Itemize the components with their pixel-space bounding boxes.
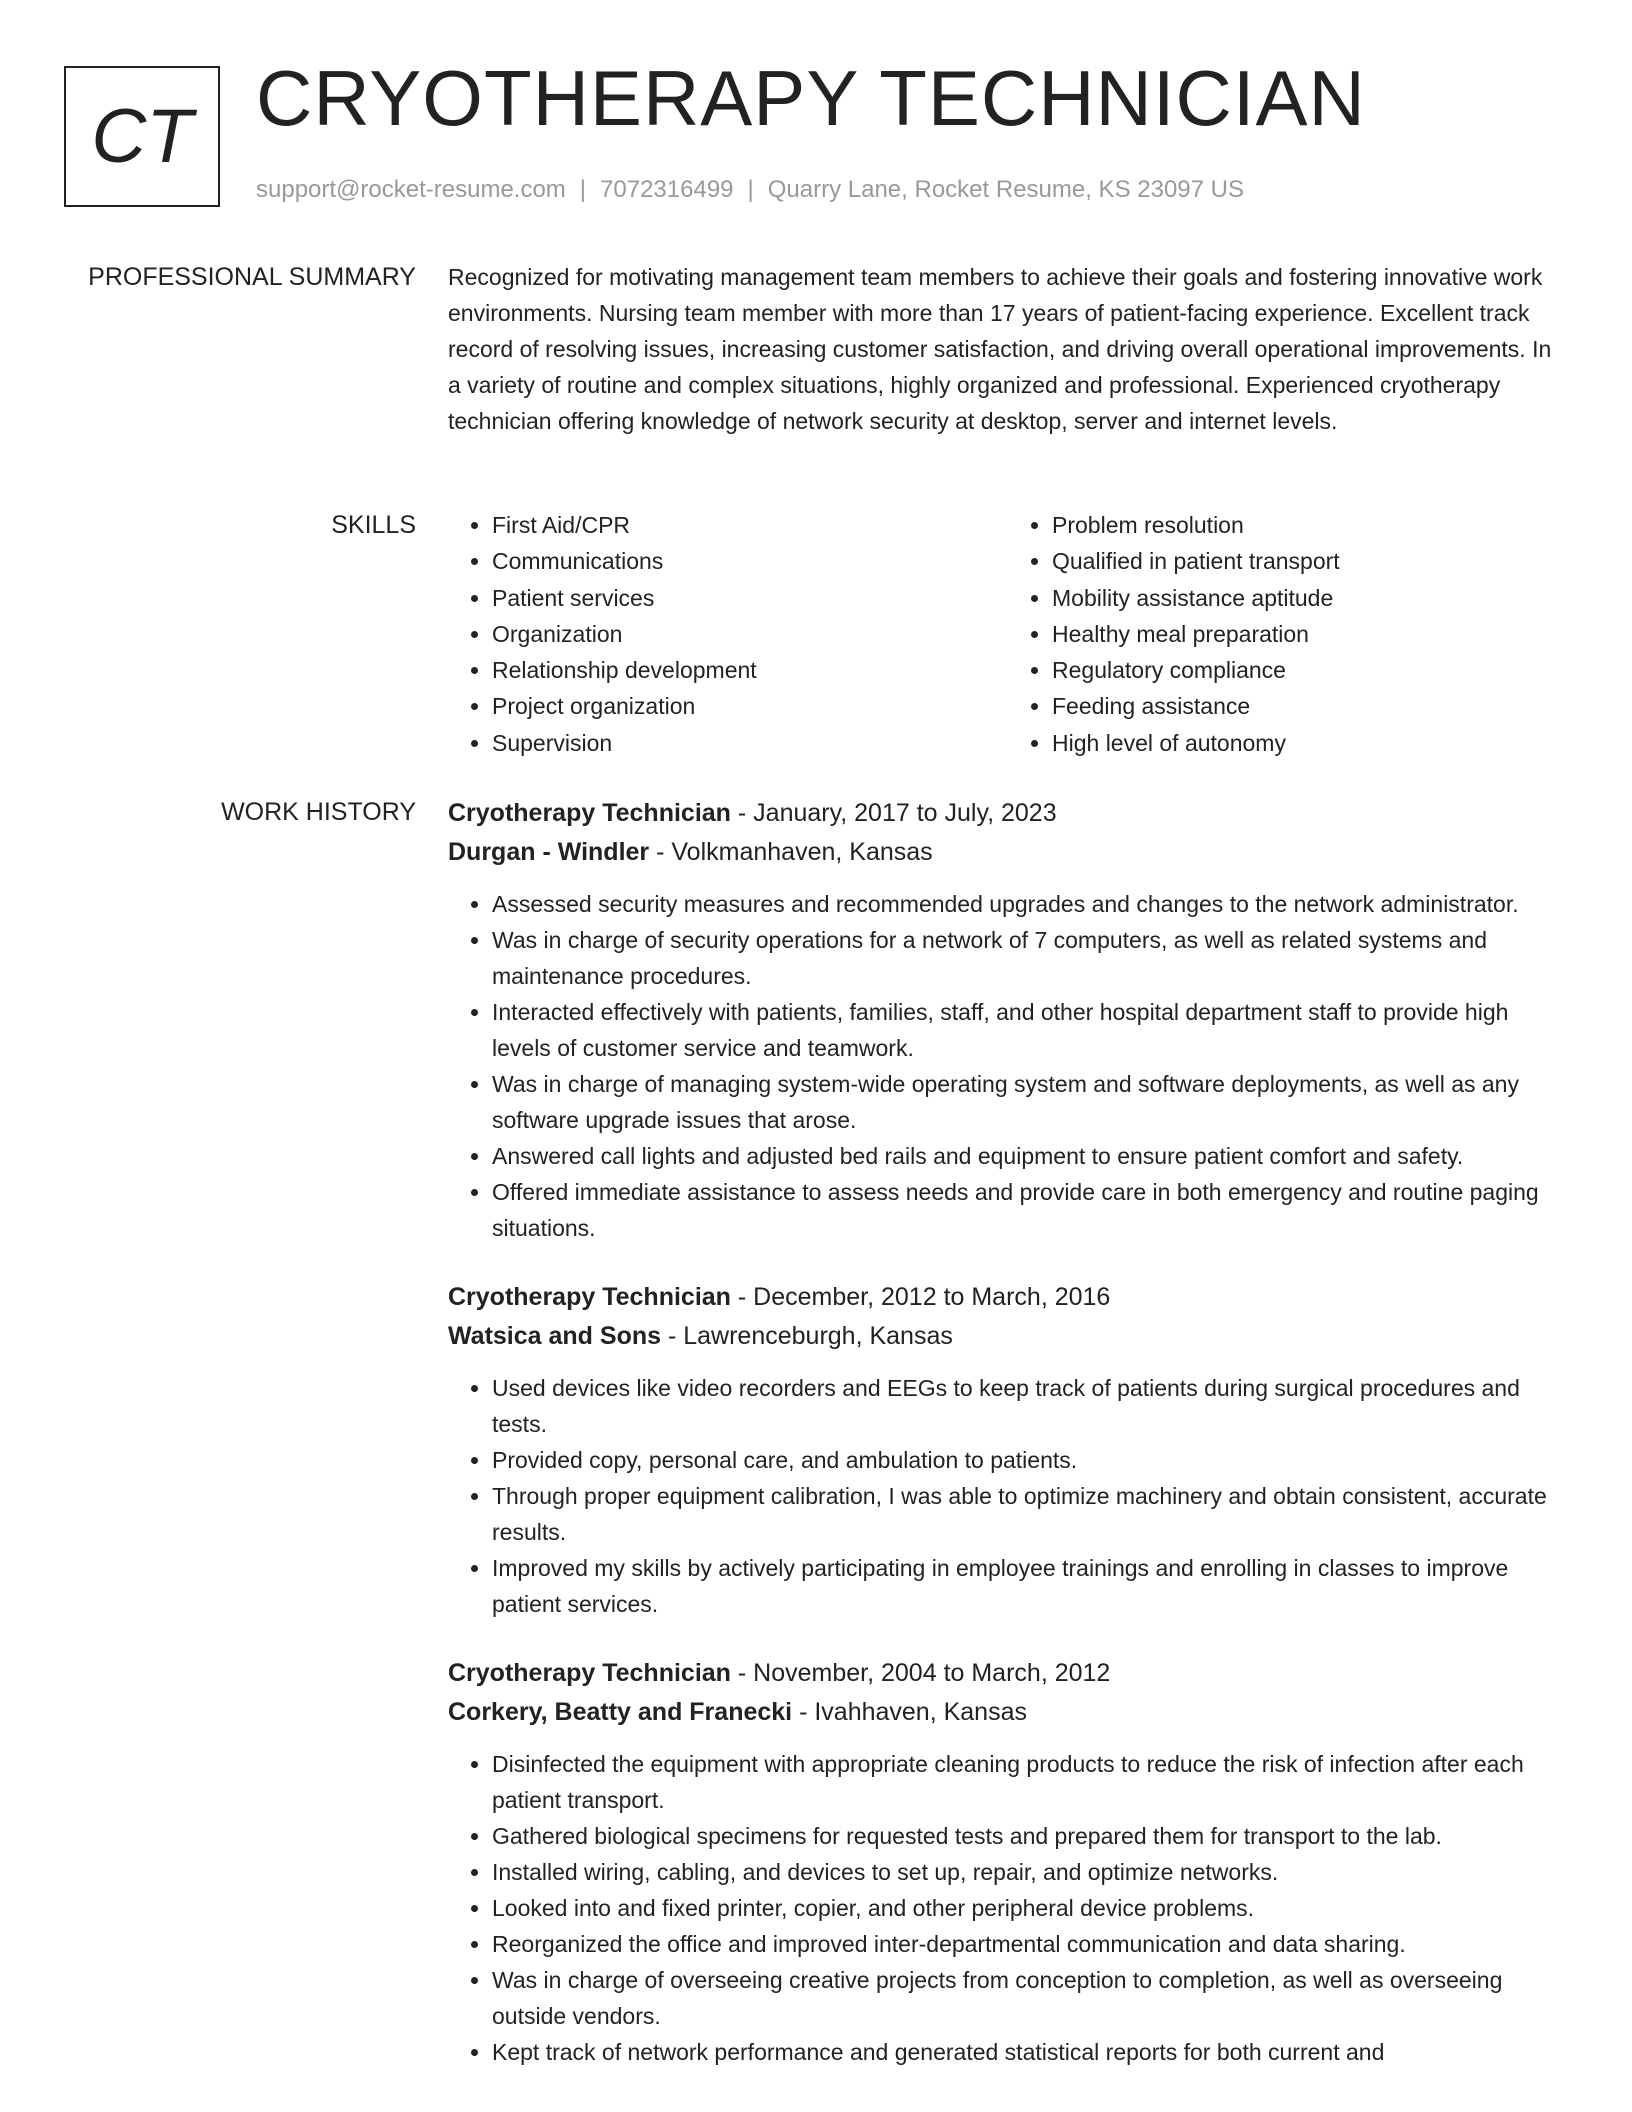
job-bullet: • Improved my skills by actively participating in employee trainings and enrolling in classes to improve patient services. (492, 1550, 1568, 1622)
job-bullet: • Offered immediate assistance to assess needs and provide care in both emergency and routine paging situations. (492, 1174, 1568, 1246)
contact-line (256, 176, 1244, 204)
skill-item: • Regulatory compliance (1052, 652, 1568, 688)
job-title: Cryotherapy Technician (448, 1283, 731, 1311)
job-dates: - December, 2012 to March, 2016 (730, 1283, 1111, 1311)
job-bullet: • Looked into and fixed printer, copier, and other peripheral device problems. (492, 1890, 1568, 1926)
job-location: - Lawrenceburgh, Kansas (661, 1322, 953, 1350)
skills-list-left (448, 507, 1008, 761)
job-bullet: • Was in charge of managing system-wide operating system and software deployments, as well as any software upgrade issues that arose. (492, 1066, 1568, 1138)
job-company: Durgan - Windler (448, 838, 650, 866)
skill-item: • Mobility assistance aptitude (1052, 580, 1568, 616)
skill-item: • Supervision (492, 725, 1008, 761)
skill-item: • Healthy meal preparation (1052, 616, 1568, 652)
skill-item: • Project organization (492, 688, 1008, 724)
skill-item: • First Aid/CPR (492, 507, 1008, 543)
skill-item: • Problem resolution (1052, 507, 1568, 543)
contact-address: Quarry Lane, Rocket Resume, KS 23097 US (767, 176, 1244, 203)
monogram: CT (64, 66, 220, 207)
skill-item: • Organization (492, 616, 1008, 652)
job-bullet: • Installed wiring, cabling, and devices to set up, repair, and optimize networks. (492, 1854, 1568, 1890)
summary-text: Recognized for motivating management team members to achieve their goals and fostering innovative work environments. Nursing team member with more than 17 years of patient-facing experience. Excellent track record of resolving issues, increasing customer satisfaction, and driving overall operational improvements. In a variety of routine and complex situations, highly organized and professional. Experienced cryotherapy technician offering knowledge of network security at desktop, server and internet levels. (448, 264, 1552, 434)
job-bullet: • Reorganized the office and improved inter-departmental communication and data sharing. (492, 1926, 1568, 1962)
job-title: Cryotherapy Technician (448, 1659, 731, 1687)
job-entry (448, 794, 1568, 1246)
job-company: Corkery, Beatty and Franecki (448, 1698, 793, 1726)
summary-body (448, 259, 1568, 439)
job-bullet: • Gathered biological specimens for requested tests and prepared them for transport to the lab. (492, 1818, 1568, 1854)
contact-separator: | (579, 176, 587, 203)
job-bullet: • Disinfected the equipment with appropriate cleaning products to reduce the risk of infection after each patient transport. (492, 1746, 1568, 1818)
job-location: - Volkmanhaven, Kansas (649, 838, 933, 866)
skill-item: • Feeding assistance (1052, 688, 1568, 724)
job-bullet: • Was in charge of security operations for a network of 7 computers, as well as related systems and maintenance procedures. (492, 922, 1568, 994)
job-bullet-list (448, 1370, 1568, 1622)
job-location: - Ivahhaven, Kansas (792, 1698, 1027, 1726)
job-bullet: • Through proper equipment calibration, I was able to optimize machinery and obtain consistent, accurate results. (492, 1478, 1568, 1550)
resume-name-title: CRYOTHERAPY TECHNICIAN (256, 54, 1366, 142)
job-dates: - November, 2004 to March, 2012 (730, 1659, 1111, 1687)
job-title-line (448, 1278, 1568, 1317)
skill-item: • Relationship development (492, 652, 1008, 688)
skill-item: • Qualified in patient transport (1052, 543, 1568, 579)
job-company-line (448, 1693, 1568, 1732)
contact-phone: 7072316499 (600, 176, 734, 203)
job-dates: - January, 2017 to July, 2023 (730, 799, 1057, 827)
skill-item: • High level of autonomy (1052, 725, 1568, 761)
job-bullet: • Kept track of network performance and generated statistical reports for both current and (492, 2034, 1568, 2070)
job-company: Watsica and Sons (448, 1322, 662, 1350)
job-bullet: • Provided copy, personal care, and ambulation to patients. (492, 1442, 1568, 1478)
job-entry (448, 1654, 1568, 2070)
contact-separator: | (747, 176, 754, 203)
contact-email: support@rocket-resume.com (256, 176, 566, 203)
job-title-line (448, 1654, 1568, 1693)
work-history-heading: WORK HISTORY (221, 798, 416, 826)
summary-heading: PROFESSIONAL SUMMARY (88, 263, 416, 291)
job-title-line (448, 794, 1568, 833)
skill-item: • Patient services (492, 580, 1008, 616)
job-bullet-list (448, 886, 1568, 1246)
skills-list-right (1008, 507, 1568, 761)
job-bullet: • Assessed security measures and recommended upgrades and changes to the network administrator. (492, 886, 1568, 922)
skills-heading: SKILLS (331, 511, 416, 539)
job-company-line (448, 1317, 1568, 1356)
work-history-body (448, 794, 1568, 2102)
job-bullet: • Used devices like video recorders and EEGs to keep track of patients during surgical procedures and tests. (492, 1370, 1568, 1442)
job-bullet: • Interacted effectively with patients, families, staff, and other hospital department staff to provide high levels of customer service and teamwork. (492, 994, 1568, 1066)
job-bullet-list (448, 1746, 1568, 2070)
job-bullet: • Was in charge of overseeing creative projects from conception to completion, as well as overseeing outside vendors. (492, 1962, 1568, 2034)
job-entry (448, 1278, 1568, 1622)
job-company-line (448, 833, 1568, 872)
skill-item: • Communications (492, 543, 1008, 579)
job-title: Cryotherapy Technician (448, 799, 731, 827)
job-bullet: • Answered call lights and adjusted bed rails and equipment to ensure patient comfort and safety. (492, 1138, 1568, 1174)
skills-body (448, 507, 1568, 761)
